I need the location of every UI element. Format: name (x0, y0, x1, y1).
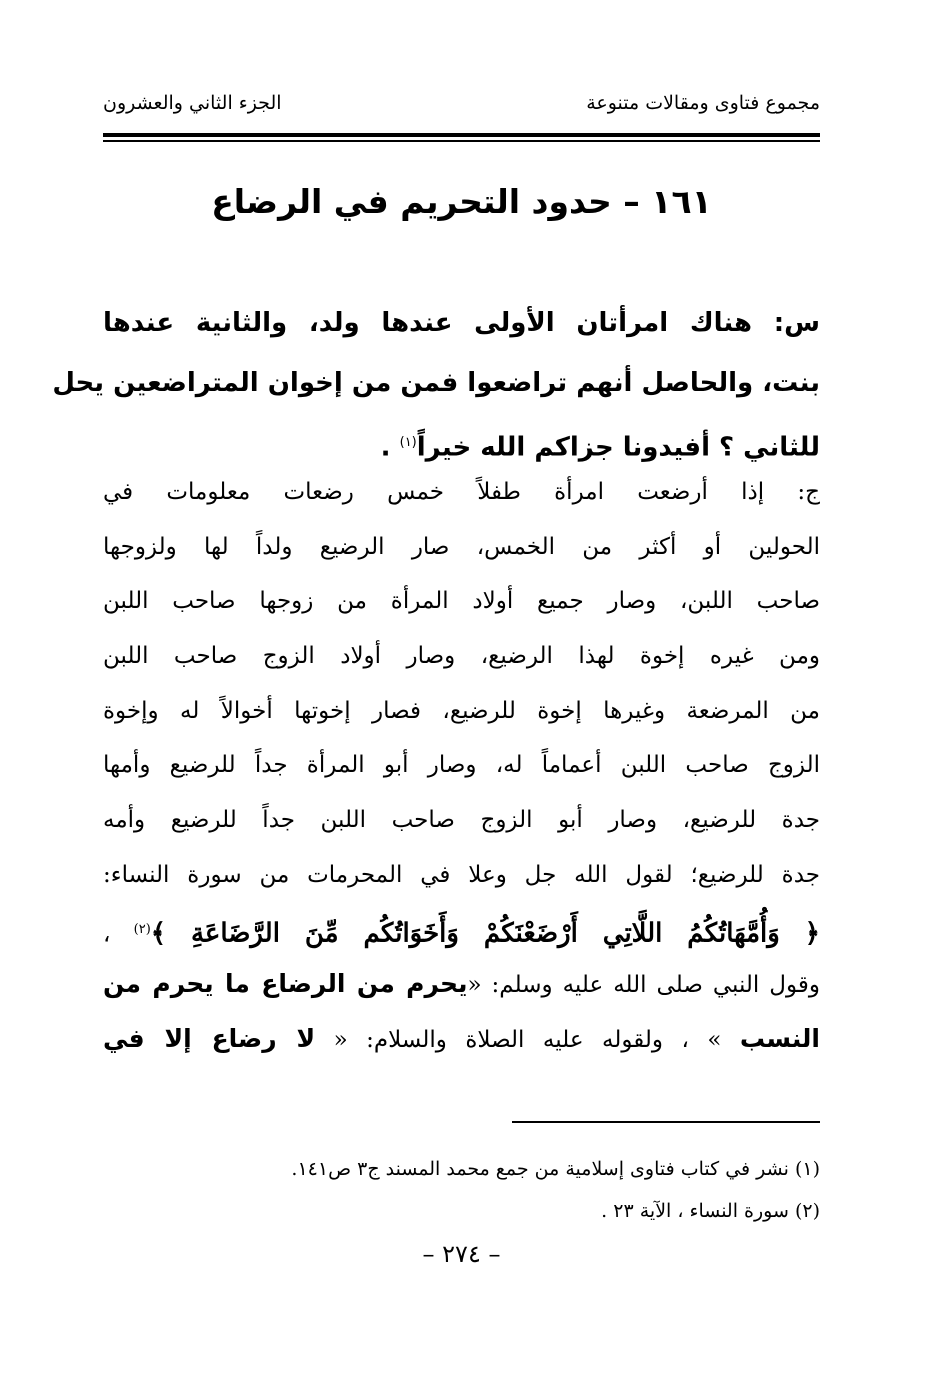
answer-line: ج: إذا أرضعت امرأة طفلاً خمس رضعات معلومات في (103, 479, 820, 505)
question-line: س: هناك امرأتان الأولى عندها ولد، والثانية عندها (103, 308, 820, 338)
footnotes (103, 1148, 820, 1232)
answer-line: ومن غيره إخوة لهذا الرضيع، وصار أولاد الزوج صاحب اللبن (103, 643, 820, 670)
footnote-ref: (٢) (133, 921, 151, 937)
question-line: بنت، والحاصل أنهم تراضعوا فمن من إخوان المتراضعين يحل (52, 368, 820, 398)
header-rule-thin (103, 140, 820, 142)
answer-line: صاحب اللبن، وصار جميع أولاد المرأة من زوجها صاحب اللبن (103, 588, 820, 615)
footnote-separator (512, 1121, 820, 1123)
question-end: . (380, 432, 400, 463)
header-rule-thick (103, 133, 820, 137)
hadith-line (103, 957, 820, 1012)
hadith-text: لا رضاع إلا في (103, 1023, 316, 1053)
answer-line: من المرضعة وغيرها إخوة للرضيع، فصار إخوتها أخوالاً له وإخوة (103, 697, 820, 724)
hadith-text: يحرم من الرضاع ما يحرم من (103, 969, 468, 999)
footnote-ref: (١) (399, 435, 417, 450)
footnote-item: (١) نشر في كتاب فتاوى إسلامية من جمع محمد المسند ج٣ ص١٤١. (291, 1158, 820, 1180)
quran-verse: ﴿ وَأُمَّهَاتُكُمُ اللَّاتِي أَرْضَعْنَكُمْ وَأَخَوَاتُكُم مِّنَ الرَّضَاعَةِ ﴾ (150, 918, 820, 949)
hadith-text: النسب (739, 1023, 820, 1053)
answer-line: الحولين أو أكثر من الخمس، صار الرضيع ولداً لها ولزوجها (103, 533, 820, 560)
question-block (52, 293, 820, 473)
hadith-intro: » ، ولقوله عليه الصلاة والسلام: « (315, 1026, 740, 1053)
header-book-title: مجموع فتاوى ومقالات متنوعة (586, 92, 820, 114)
hadith-line (103, 1012, 820, 1067)
header-volume: الجزء الثاني والعشرون (103, 92, 282, 114)
question-text: للثاني ؟ أفيدونا جزاكم الله خيراً (416, 432, 820, 463)
question-line-last (103, 413, 820, 473)
fatwa-title: ١٦١ – حدود التحريم في الرضاع (211, 182, 712, 221)
hadith-intro: وقول النبي صلى الله عليه وسلم: « (467, 972, 820, 999)
quran-verse-line (103, 903, 820, 958)
answer-block (103, 465, 820, 1067)
answer-line: الزوج صاحب اللبن أعماماً له، وصار أبو المرأة جداً للرضيع وأمها (103, 752, 820, 779)
verse-end: ، (103, 921, 134, 948)
running-header (103, 92, 820, 124)
answer-line: جدة للرضيع، وصار أبو الزوج صاحب اللبن جداً للرضيع وأمه (103, 807, 820, 834)
footnote-item: (٢) سورة النساء ، الآية ٢٣ . (601, 1200, 820, 1222)
page-number: – ٢٧٤ – (422, 1240, 501, 1268)
answer-line: جدة للرضيع؛ لقول الله جل وعلا في المحرمات من سورة النساء: (103, 861, 820, 888)
